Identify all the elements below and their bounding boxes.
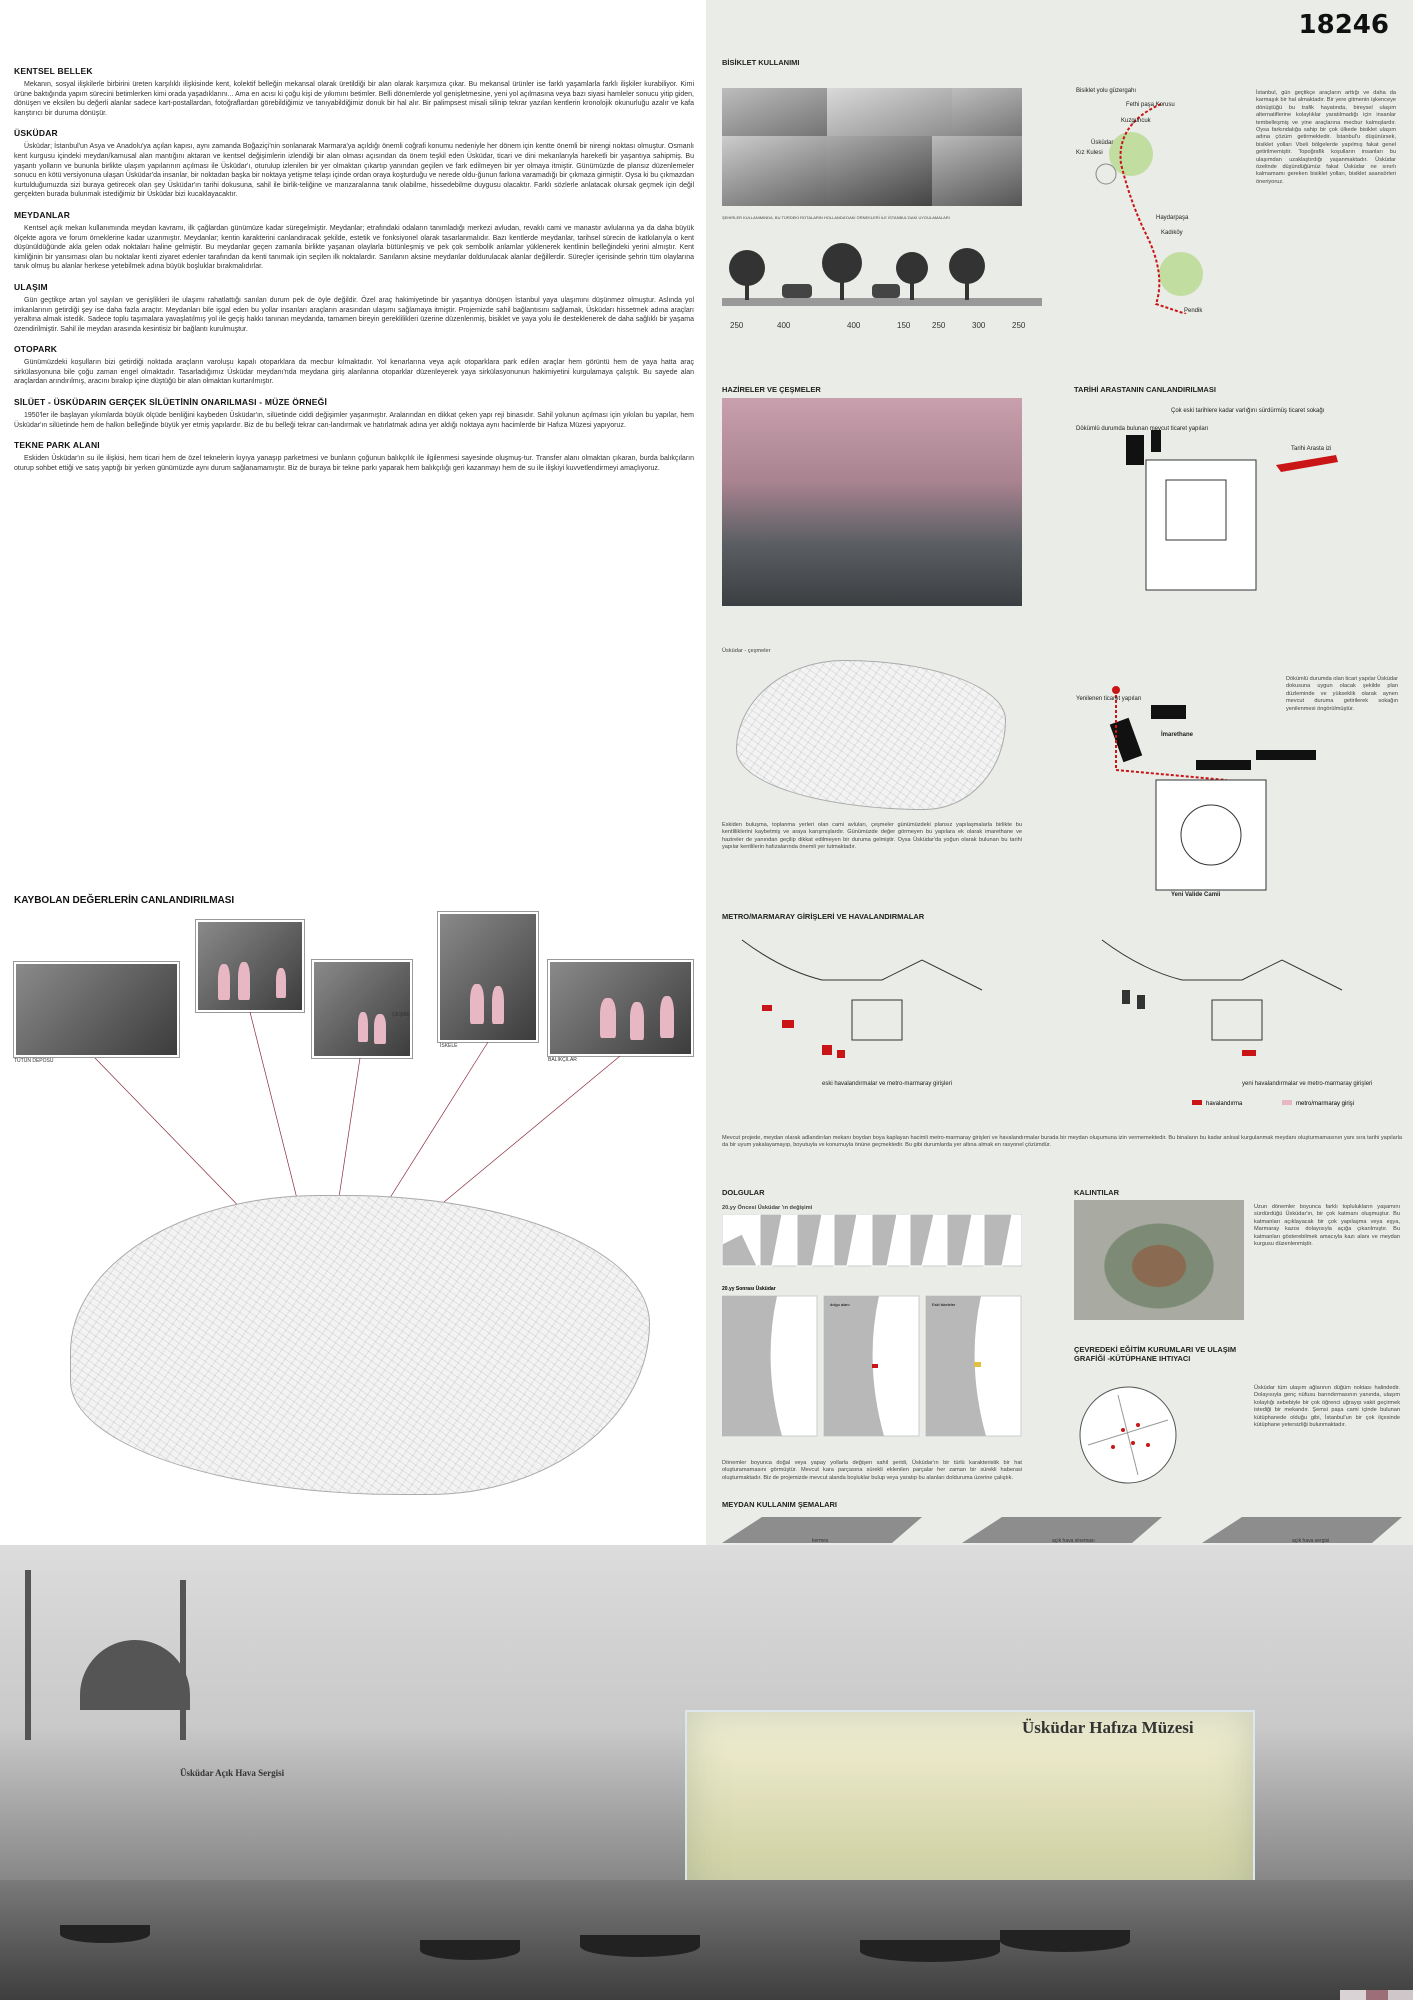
section-title-ulasim: ULAŞIM: [14, 281, 48, 292]
section-title-otopark: OTOPARK: [14, 344, 58, 355]
color-swatch: [1340, 1990, 1366, 2000]
route-start-dot: [1112, 686, 1120, 694]
dolgu-text: Dönemler boyunca doğal veya yapay yollarla değişen sahil şeridi, Üsküdar'ın bir türlü karakteristik bir hat oluşturamamasını görmüştür. Mevcut kara parçasına sürekli eklenilen parçalar her zaman bir sürekli haberasi oluşturmaktadır. Biz de projemizde mevcut alanda boşluklar bulup veya yaratıp bu alanları dolduruma üzerine çalıştık.: [722, 1460, 1022, 1481]
minaret: [180, 1580, 186, 1740]
bike-title: BİSİKLET KULLANIMI: [722, 58, 800, 67]
vent-marker: [782, 1020, 794, 1028]
tree-trunk: [745, 278, 749, 300]
commercial-building: [1110, 718, 1142, 762]
metro-left-caption: eski havalandırmalar ve metro-marmaray girişleri: [822, 1081, 953, 1087]
route-label: Fethi paşa Korusu: [1126, 102, 1175, 108]
section-text-kentsel-bellek: Mekanın, sosyal ilişkilerle birbirini üreten karşılıklı ilişkisinde kent, kolektif belleğin mekansal olarak üretildiği bir alan olarak karşımıza çıkar. Bu mekansal ürünler ise farklı yaşamlarla farklı ilişkiler kurabiliyor. Kimi ürüne baktığında yapım sürecini betimlerken kimi orada yaşadıklarını... Ama en acısı ki çoğu kişi de yıkımını betimler. Belli dönemlerde yol genişletmesine, yeni yol açılmasına veya bazı siyasi hamleler sonucu yitip giden, dönüşen ve eksilen bu değerli alanlar sadece kart-postallardan, fotoğraflardan görebildiğimiz ve tanıyabildiğimiz donuk bir hal alır. Bir palimpsest misali silinip tekrar yazılan kentlerin kronolojik okunurluğu azalır ve kafa karıştırıcı bir duruma dönüşür.: [14, 81, 694, 117]
vent-marker: [762, 1005, 772, 1011]
imarethane-block: [1151, 705, 1186, 719]
hazire-map-caption: Üsküdar - çeşmeler: [722, 648, 771, 654]
arasta-label: Tarihi Arasta izi: [1291, 446, 1332, 452]
color-swatch: [1388, 1990, 1413, 2000]
metro-diagrams: [722, 930, 1402, 1120]
section-text-tekne-park: Eskiden Üsküdar'ın su ile ilişkisi, hem ticari hem de özel teknelerin kıyıya yanaşıp parketmesi ve bunların çoğunun balıkçılık ile ilgilenmesi sayesinde oluşmuş-tur. Transfer alanı olmaktan çıkaran, burda balıkçıların oturup sohbet ettiği ve satış yaptığı bir yerken günümüzde aynı durum sağlanamamıştır. Biz de buraya bir tekne parkı yaparak hem balıkçılığı geri kazanmayı hem de su ile ilişkiyi kuvvetlendirmeyi amaçlıyoruz.: [14, 455, 694, 472]
education-graph: [1078, 1385, 1178, 1485]
section-text-siluet: 1950'ler ile başlayan yıkımlarda büyük ölçüde benliğini kaybeden Üsküdar'ın, silüetinde ciddi değişimler yaşanmıştır. Aralarından en dikkat çeken yapı reji binasıdır. Sahil yolunun açılması için yıkılan bu yapılar, hem Üsküdar'ın silüetinde hem de halkın belleğinde büyük yer etmiş yapılardır. Biz de bu belleği tekrar can-landırmak ve hatırlatmak adına yer aldığı noktaya aynı hacimlerde bir Hafıza Müzesi yapıyoruz.: [14, 412, 694, 429]
green-area: [1159, 252, 1203, 296]
caption-tobacco-depot: TÜTÜN DEPOSU: [14, 1058, 54, 1064]
legend-entry: metro/marmaray girişi: [1296, 1101, 1355, 1107]
uskudar-site-map: [70, 1195, 650, 1495]
commercial-building: [1256, 750, 1316, 760]
metro-text: Mevcut projede, meydan olarak adlandırılan mekanı boydan boya kaplayan hacimli metro-marmaray girişleri ve havalandırmalar burada bir meydan oluşumuna izin vermemektedir. Bu binaların bu kadar anlısal kurgulanmak meydanı oluşturmamasının yanı sıra tarihi yapılarla da bir uyum yakalayamayıp, boyutuyla ve konumuyla önüne geçmektedir. Bu gibi durumlarda yer altına almak en rasyonel çözümdür.: [722, 1135, 1402, 1149]
section-title-uskudar: ÜSKÜDAR: [14, 128, 58, 139]
open-air-exhibition-sign: Üsküdar Açık Hava Sergisi: [180, 1768, 285, 1778]
bike-caption: ŞEHİRLER KULLANIMINDA, BU TÜRDEKİ ROTALARIN HOLLANDA'DAKİ ÖRNEKLERİ İLE İSTANBUL'DAKİ UYGULAMALARI: [722, 215, 950, 220]
bike-text: İstanbul, gün geçtikçe araçların arttığı ve daha da karmaşık bir hal almaktadır. Bir yere gitmenin işkenceye dönüştüğü bu trafik hayatında, bireysel ulaşım alternatiflerine kolaylıklar yaratılmadığı için insanlar tembelleşmiş ve yine araçlarına mecbur kalmışlardır. Oysa farkındalığa sahip bir çok ülkede bisiklet ulaşım adına çözüm getirmektedir. İstanbul'u düşünürsek, bisiklet yolları Vbeli bölgelerde yapılmış fakat genel getirilmemiştir. Topoğrafik koşulların insanları bu ulaşımdan uzaklaştırdığı yaşanmaktadır. Üsküdar özelinde düşündüğümüz fakat Üsküdar ne sınırlı kalmamamı gereken bisiklet yolları, bisiklet asansörleri öneriyoruz.: [1256, 90, 1396, 185]
street-section: [722, 228, 1042, 338]
panel-label: dolgu alanı: [830, 1302, 850, 1307]
arasta-label: Yenilenen ticaret yapıları: [1076, 696, 1142, 702]
bike-route-map: [1076, 84, 1246, 314]
scheme-caption: açık hava sergisi: [1292, 1538, 1330, 1544]
section-text-otopark: Günümüzdeki koşulların bizi getirdiği noktada araçların varoluşu kapalı otoparklara da mecbur kılmaktadır. Yol kenarlarına veya açık otoparklara park edilen araçlar hem görüntü hem de yaya hatta araç sirkülasyonuna bile çoğu zaman engel olmaktadır. Tasarladığımız Üsküdar meydanı'nda meydana giriş alanlarına otoparklar düzenleyerek yaya sirkülasyonunun hakimiyetini kurgulamaya çalıştık. Bu sayede alan araçlardan arındırılmış, aracını bırakıp içine düştüğü bir alan olmaktan kurtarılmıştır.: [14, 359, 694, 386]
before-strip: [722, 1214, 1022, 1266]
school-dot: [1111, 1445, 1115, 1449]
dim-3: 400: [847, 321, 861, 330]
route-label: Kız Kulesi: [1076, 150, 1103, 156]
caption-pier: İSKELE: [440, 1043, 458, 1049]
ruins-render: [1074, 1200, 1244, 1320]
dim-4: 150: [897, 321, 911, 330]
bike-photo: [827, 136, 932, 206]
kiz-kulesi-circle: [1096, 164, 1116, 184]
dolgu-diagrams: [722, 1214, 1022, 1454]
green-area: [1109, 132, 1153, 176]
hazire-title: HAZİRELER VE ÇEŞMELER: [722, 385, 821, 394]
dim-1: 250: [730, 321, 744, 330]
left-panel: [0, 0, 706, 1545]
school-dot: [1146, 1443, 1150, 1447]
lost-values-title: KAYBOLAN DEĞERLERİN CANLANDIRILMASI: [14, 895, 235, 906]
boat: [580, 1935, 700, 1957]
arasta-label: Çok eski tarihlere kadar varlığını sürdürmüş ticaret sokağı: [1171, 408, 1325, 414]
commercial-building: [1126, 435, 1144, 465]
commercial-building: [1196, 760, 1251, 770]
section-text-ulasim: Gün geçtikçe artan yol sayıları ve genişlikleri ile ulaşımı rahatlattığı sanılan durum pek de öyle değildir. Özel araç hakimiyetinde bir yaşantıya dönüşen İstanbul yaya ulaşımını düşünmez olmuştur. Aslında yol imkanlarının getirdiği şey ise daha fazla araçtır. Meydanları bile işgal eden bu yollar insanları araçların arasından ulaşımı sağlamaya itmiştir. Projemizde sahil bağlantısını sağlamak, Üsküdarı hissetmek adına araçları yeraltına almak istedik. Sadece toplu taşımalara yavaşlatılmış yol ile geçiş hakkı tanınan meydanda, tamamen bireyin gereklilikleri üzerine düzenlenmiş, bisiklet ve yaya yolu ile desteklenerek de daha sağlıklı bir yaşama özendirilmiştir. Sahil ile meydan arasında kesintisiz bir bağlantı kurulmuştur.: [14, 296, 694, 333]
scheme-caption: kermes: [812, 1538, 829, 1544]
section-title-tekne-park: TEKNE PARK ALANI: [14, 440, 100, 451]
hazire-text: Eskiden buluşma, toplanma yerleri olan cami avluları, çeşmeler günümüzdeki plansız yapılaşmalarla birlikte bu kentliliklerini kaybetmiş ve araya karışmışlardır. Günümüzde değer görmeyen bu yapılara ek olarak imarethane ve hazireler de yanından geçilip dikkat edilmeyen bir duruma gelmiştir. Oysa Üsküdar'da yoğun olarak bulunan bu tarihi yapılar kentlilerin hafızalarında önemli yer tutmaktadır.: [722, 822, 1022, 851]
route-label: Pendik: [1184, 308, 1203, 314]
street-ground: [722, 298, 1042, 306]
coastline: [742, 940, 982, 990]
tree-trunk: [910, 278, 914, 300]
valide-mosque-plan: [1156, 780, 1266, 890]
section-text-meydanlar: Kentsel açık mekan kullanımında meydan kavramı, ilk çağlardan günümüze kadar süregelmiştir. Meydanlar; etrafındaki odaların tanımladığı merkezi avludan, revaklı cami ve manastır avlularına ya da daha büyük ölçekte agora ve forum örneklerine kadar uzanmıştır. Meydanlar; kentin karakterini canlandıracak şekilde, estetik ve fonksiyonel olarak tasarlanmalıdır. Bazı kentlerde meydanlar, tarihsel sürecin de katkılarıyla o kent düşünüldüğünde akla gelen odak noktaları haline gelmiştir. Bu meydanlar geçen zamanla birlikte yaşanan olaylarla bütünleşmiş ve pek çok sembolik anlamlar yüklenerek kentlinin belleğindeki yerini almıştır. Kent kimliğinin bir yansıması olan bu noktalar kenti ziyaret edenler tarafından da kenti tanımak için seçilen ilk noktalardır. Sanılanın aksine meydanlar doldurulacak alanlar değillerdir. Süreçler içerisinde şehrin tüm olaylarına tanık olmuş bu alanlar herkese yetebilmek adına büyük boşluklar bırakmalıdırlar.: [14, 224, 694, 271]
hazire-render: [722, 398, 1022, 606]
car-icon: [782, 284, 812, 298]
right-panel: [706, 0, 1413, 1545]
sea: [0, 1880, 1413, 2000]
meydan-title: MEYDAN KULLANIM ŞEMALARI: [722, 1500, 837, 1509]
dim-5: 250: [932, 321, 946, 330]
boat: [420, 1940, 520, 1960]
boat: [860, 1940, 1000, 1962]
arasta-title: TARİHİ ARASTANIN CANLANDIRILMASI: [1074, 385, 1216, 394]
egitim-title: ÇEVREDEKİ EĞİTİM KURUMLARI VE ULAŞIM GRAFİĞİ -KÜTÜPHANE IHTIYACI: [1074, 1345, 1237, 1363]
egitim-text: Üsküdar tüm ulaşım ağlarının düğüm noktası halindedir. Dolayısıyla genç nüfusu barındırmasının yanında, ulaşım kolaylığı sebebiyle bir çok öğrenci uğrayıp vakit geçirmek istediği bir mekandır. Şemsi paşa cami içinde bulunan kütüphanede olduğu gibi, İstanbul'un bir çok ilçesinde kütüphane yetersizliği bulunmaktadır.: [1254, 1385, 1400, 1429]
route-label: Kadıköy: [1161, 230, 1183, 236]
metro-right-caption: yeni havalandırmalar ve metro-marmaray girişleri: [1242, 1081, 1373, 1087]
arasta-label: Dökümlü durumda bulunan mevcut ticaret yapıları: [1076, 426, 1209, 432]
dolgu-before-caption: 20.yy Öncesi Üsküdar 'ın değişimi: [722, 1205, 813, 1211]
minaret: [25, 1570, 31, 1740]
school-dot: [1136, 1423, 1140, 1427]
dolgu-title: DOLGULAR: [722, 1188, 765, 1197]
kalinti-text: Uzun dönemler boyunca farklı toplulukların yaşamını sürdürdüğü Üsküdar'ın, bir çok katmanı oluşmuştur. Bu katmanları açıklayacak bir çok yapılaşma veya eşya, Marmaray kazısı dolayısıyla açığa çıkarılmıştır. Bu katmanları gösterebilmek amacıyla kazı alanı ve meydan kurgusu düzenlenmiştir.: [1254, 1204, 1400, 1248]
section-title-kentsel-bellek: KENTSEL BELLEK: [14, 66, 93, 76]
bike-photo: [722, 136, 827, 206]
legend-pink-swatch: [1282, 1100, 1292, 1105]
school-dot: [1131, 1441, 1135, 1445]
building-outline: [1212, 1000, 1262, 1040]
section-title-siluet: SİLÜET - ÜSKÜDARIN GERÇEK SİLÜETİNİN ONARILMASI - MÜZE ÖRNEĞİ: [14, 397, 328, 408]
dim-7: 250: [1012, 321, 1026, 330]
vent-marker: [1242, 1050, 1256, 1056]
memory-museum-sign: Üsküdar Hafıza Müzesi: [1022, 1718, 1194, 1737]
legend-red-swatch: [1192, 1100, 1202, 1105]
poster-number: 18246: [1298, 10, 1389, 40]
commercial-building: [1151, 430, 1161, 452]
metro-title: METRO/MARMARAY GİRİŞLERİ VE HAVALANDIRMALAR: [722, 912, 925, 921]
coastline: [1102, 940, 1342, 990]
dim-2: 400: [777, 321, 791, 330]
section-dimensions: [730, 321, 1026, 330]
arasta-diagram: [1076, 400, 1396, 900]
caption-fishermen: BALIKÇILAR: [548, 1057, 577, 1063]
bike-photo: [932, 136, 1022, 206]
metro-captions: [822, 1081, 1372, 1087]
boat: [60, 1925, 150, 1943]
panel-label: Eski iskeleler: [932, 1302, 956, 1307]
route-label: Üsküdar: [1091, 140, 1114, 146]
tree-trunk: [840, 273, 844, 300]
route-label: Kuzguncuk: [1121, 118, 1151, 124]
caption-fountain: ÇEŞME: [392, 1012, 410, 1018]
pier-marker: [974, 1362, 981, 1367]
dim-6: 300: [972, 321, 986, 330]
section-title-meydanlar: MEYDANLAR: [14, 209, 71, 220]
arasta-label: Yeni Valide Camii: [1171, 892, 1221, 898]
boat: [1000, 1930, 1130, 1952]
building-outline: [852, 1000, 902, 1040]
car-icon: [872, 284, 900, 298]
route-label: Bisiklet yolu güzergahı: [1076, 88, 1137, 94]
arasta-label: İmarethane: [1161, 732, 1194, 738]
scheme-caption: açık hava sineması: [1052, 1538, 1095, 1544]
vent-marker: [837, 1050, 845, 1058]
arasta-trace-arrow: [1276, 455, 1338, 472]
route-label: Haydarpaşa: [1156, 215, 1189, 221]
legend-vent: havalandırma: [1206, 1101, 1243, 1107]
building-block: [1122, 990, 1130, 1004]
school-dot: [1121, 1428, 1125, 1432]
section-text-uskudar: Üsküdar; İstanbul'un Asya ve Anadolu'ya açılan kapısı, aynı zamanda Boğaziçi'nin sonlanarak Marmara'ya açıldığı önemli coğrafi konumu nedeniyle her dönem için kentte önemli bir nirengi noktası olmuştur. Osmanlı kent kurgusu içindeki meydan/kamusal alan mantığını aktaran ve kentsel değişimlerin izlendiği bir alan olması açısından da önem teşkil eden Üsküdar, ticari ve dini mekanlarıyla hareketli bir yaşantıya sahipmiş. Bu yaşantı yolların ve bununla birlikte ulaşım yapılarının açılması ile Üsküdar'ı, oturulup izlenilen bir yer olmaktan çıkartıp yanından geçilen ve fark edilmeyen bir yer olmaya itmiştir. Günümüzde de plansız düzenlemeler sonucu en kötü versiyonuna ulaşan Üsküdar'da insanlar, bir noktadan başka bir noktaya yetişme telaşı içinde ordan oraya koşturduğu ve nerede oldu-ğunun farkına varamadığı bir çıkmaza girmiştir. Oysa ki bu çıkmazdan kurtulduğumuzda sizi buraya getirecek olan şey Üsküdar'ın tarihi dokusuna, sahil ile birlik-teliğine ve manzaralarına tanık olabilme, hissedebilme duygusu olacaktır. Farklı sözlerle anlatacak olursak geçmek için değil gerçekten burada bulunmak istediğimiz bir Üsküdar bizi kucaklayacaktır.: [14, 143, 694, 199]
dolgu-after-caption: 20.yy Sonrası Üsküdar: [722, 1286, 776, 1292]
arasta-text: Dökümlü durumda olan ticari yapılar Üsküdar dokusuna uygun olacak şekilde plan düzleminde ve yükseklik olarak aynen mevcut duruma getirilerek sokağın yenilenmesi öngörülmüştür.: [1286, 676, 1398, 712]
tree-trunk: [965, 276, 969, 300]
fountains-map: [736, 660, 1006, 810]
kalinti-title: KALINTILAR: [1074, 1188, 1119, 1197]
building-block: [1137, 995, 1145, 1009]
infill-marker: [872, 1364, 878, 1368]
vent-marker: [822, 1045, 832, 1055]
